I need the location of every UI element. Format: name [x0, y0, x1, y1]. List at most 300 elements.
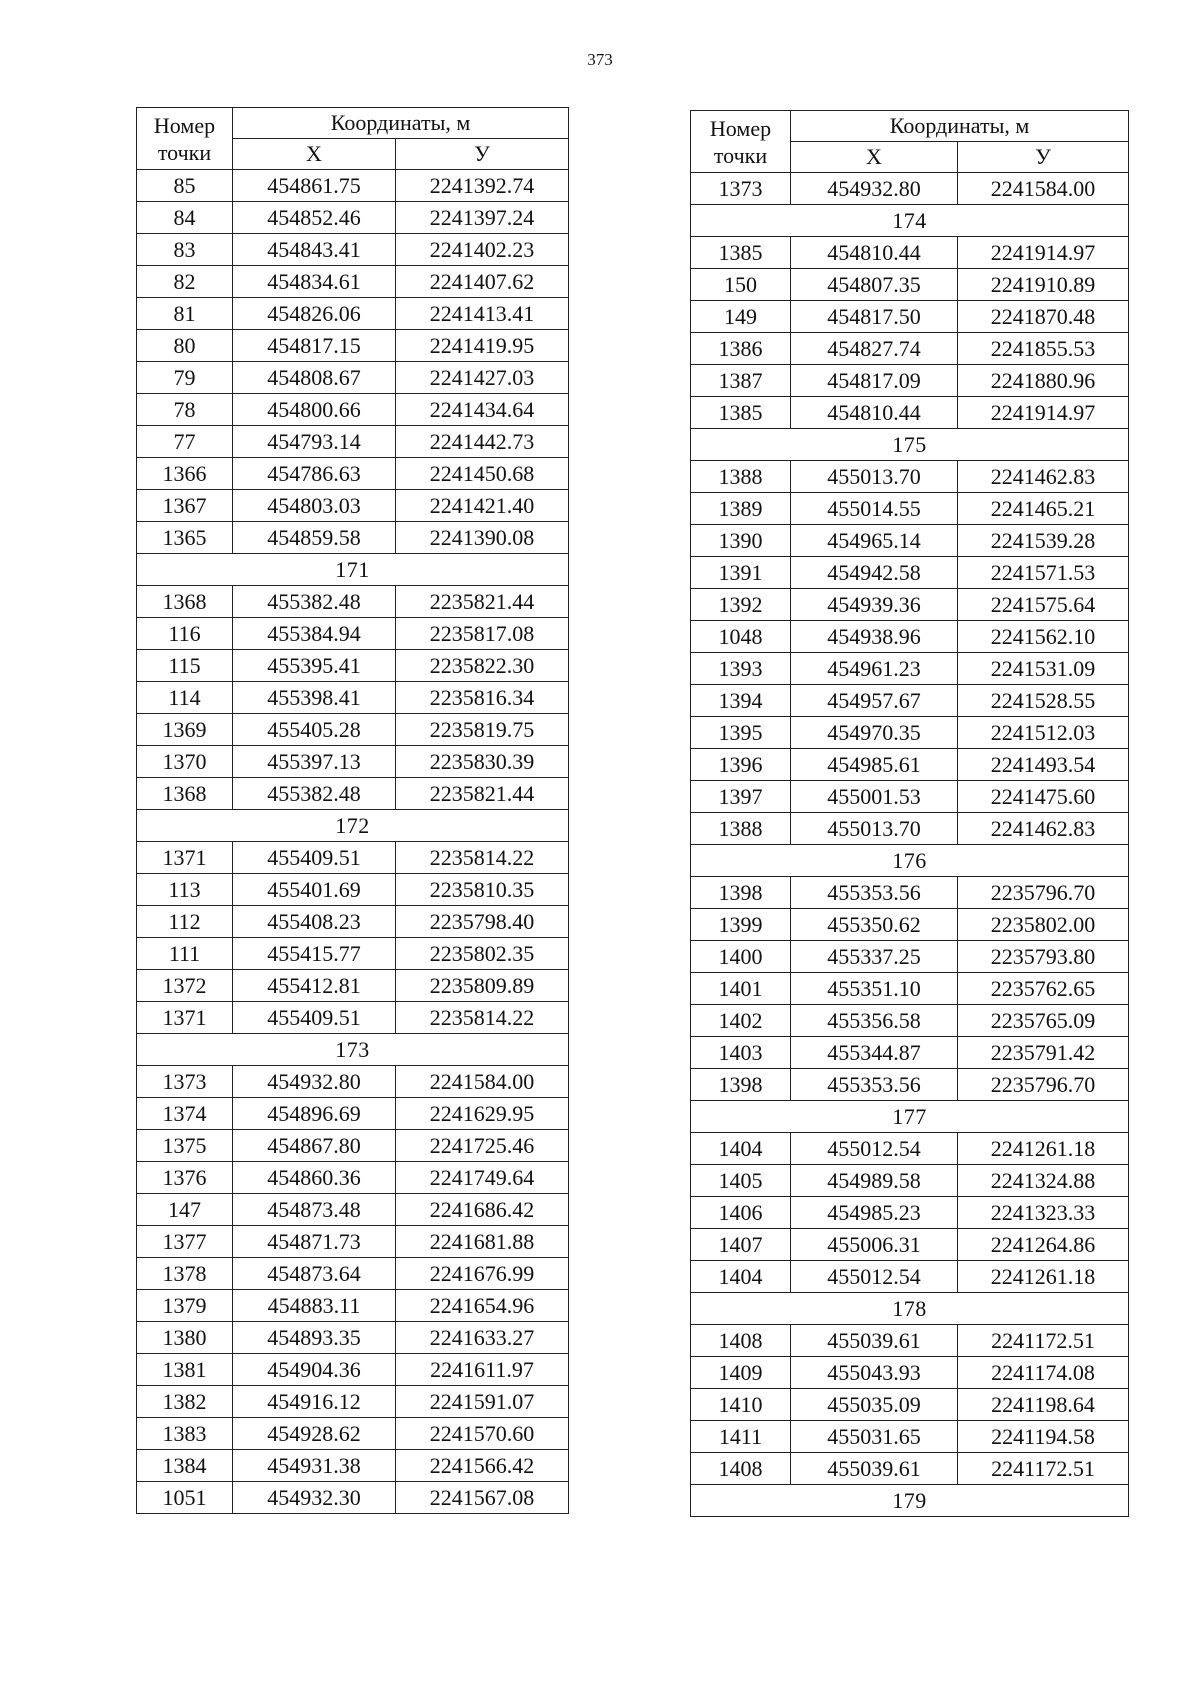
x-coordinate-cell: 454803.03 — [233, 490, 396, 522]
point-number-cell: 1411 — [691, 1421, 791, 1453]
table-row — [691, 813, 1129, 845]
table-row — [137, 1162, 569, 1194]
x-coordinate-cell: 455409.51 — [233, 1002, 396, 1034]
group-number: 179 — [691, 1485, 1129, 1517]
table-row — [137, 618, 569, 650]
y-coordinate-cell: 2241324.88 — [958, 1165, 1129, 1197]
y-coordinate-cell: 2235817.08 — [396, 618, 569, 650]
y-coordinate-cell: 2241174.08 — [958, 1357, 1129, 1389]
table-row — [137, 650, 569, 682]
table-row — [137, 1322, 569, 1354]
table-row — [691, 333, 1129, 365]
point-number-cell: 1385 — [691, 397, 791, 429]
y-coordinate-cell: 2241539.28 — [958, 525, 1129, 557]
y-coordinate-cell: 2235802.35 — [396, 938, 569, 970]
group-row — [691, 1101, 1129, 1133]
x-coordinate-cell: 454961.23 — [791, 653, 958, 685]
y-coordinate-cell: 2241419.95 — [396, 330, 569, 362]
x-coordinate-cell: 454989.58 — [791, 1165, 958, 1197]
group-row — [691, 205, 1129, 237]
point-number-cell: 1373 — [137, 1066, 233, 1098]
x-coordinate-cell: 454932.30 — [233, 1482, 396, 1514]
point-number-cell: 1388 — [691, 461, 791, 493]
group-row — [691, 429, 1129, 461]
y-coordinate-cell: 2235810.35 — [396, 874, 569, 906]
table-row — [137, 970, 569, 1002]
group-number: 176 — [691, 845, 1129, 877]
point-number-header-line2: точки — [713, 142, 768, 168]
y-coordinate-cell: 2241392.74 — [396, 170, 569, 202]
point-number-cell: 1395 — [691, 717, 791, 749]
table-row — [137, 234, 569, 266]
point-number-cell: 1370 — [137, 746, 233, 778]
x-coordinate-cell: 455031.65 — [791, 1421, 958, 1453]
table-row — [137, 1386, 569, 1418]
table-row — [137, 298, 569, 330]
x-coordinate-cell: 455350.62 — [791, 909, 958, 941]
table-row — [137, 266, 569, 298]
x-coordinate-cell: 454965.14 — [791, 525, 958, 557]
point-number-cell: 1390 — [691, 525, 791, 557]
point-number-cell: 1406 — [691, 1197, 791, 1229]
x-coordinate-cell: 455409.51 — [233, 842, 396, 874]
table-row — [691, 749, 1129, 781]
group-row — [691, 845, 1129, 877]
group-number: 175 — [691, 429, 1129, 461]
y-coordinate-cell: 2241629.95 — [396, 1098, 569, 1130]
point-number-cell: 1404 — [691, 1133, 791, 1165]
x-coordinate-cell: 455351.10 — [791, 973, 958, 1005]
y-coordinate-cell: 2235802.00 — [958, 909, 1129, 941]
y-coordinate-cell: 2241567.08 — [396, 1482, 569, 1514]
table-row — [137, 1130, 569, 1162]
x-header: X — [233, 139, 396, 170]
x-coordinate-cell: 454808.67 — [233, 362, 396, 394]
point-number-cell: 149 — [691, 301, 791, 333]
point-number-header-line1: Номер — [709, 115, 772, 141]
y-coordinate-cell: 2241442.73 — [396, 426, 569, 458]
y-coordinate-cell: 2241462.83 — [958, 461, 1129, 493]
point-number-cell: 1394 — [691, 685, 791, 717]
point-number-cell: 1408 — [691, 1453, 791, 1485]
y-coordinate-cell: 2241880.96 — [958, 365, 1129, 397]
table-row — [137, 1450, 569, 1482]
table-row — [691, 717, 1129, 749]
table-row — [691, 1325, 1129, 1357]
x-coordinate-cell: 455039.61 — [791, 1453, 958, 1485]
y-coordinate-cell: 2241172.51 — [958, 1453, 1129, 1485]
y-coordinate-cell: 2241686.42 — [396, 1194, 569, 1226]
table-row — [137, 394, 569, 426]
x-coordinate-cell: 454817.15 — [233, 330, 396, 362]
point-number-cell: 1375 — [137, 1130, 233, 1162]
x-coordinate-cell: 455412.81 — [233, 970, 396, 1002]
x-coordinate-cell: 455382.48 — [233, 586, 396, 618]
table-row — [691, 397, 1129, 429]
point-number-cell: 78 — [137, 394, 233, 426]
y-coordinate-cell: 2235822.30 — [396, 650, 569, 682]
x-coordinate-cell: 454827.74 — [791, 333, 958, 365]
x-coordinate-cell: 454852.46 — [233, 202, 396, 234]
y-coordinate-cell: 2235821.44 — [396, 586, 569, 618]
x-coordinate-cell: 454970.35 — [791, 717, 958, 749]
point-number-cell: 1371 — [137, 1002, 233, 1034]
table-row — [691, 1389, 1129, 1421]
x-coordinate-cell: 454883.11 — [233, 1290, 396, 1322]
table-row — [691, 237, 1129, 269]
table-row — [691, 653, 1129, 685]
point-number-header-line2: точки — [157, 139, 212, 165]
point-number-cell: 1389 — [691, 493, 791, 525]
y-coordinate-cell: 2241390.08 — [396, 522, 569, 554]
x-coordinate-cell: 454843.41 — [233, 234, 396, 266]
y-coordinate-cell: 2241172.51 — [958, 1325, 1129, 1357]
x-coordinate-cell: 454896.69 — [233, 1098, 396, 1130]
table-row — [137, 1002, 569, 1034]
x-coordinate-cell: 455382.48 — [233, 778, 396, 810]
point-number-cell: 1397 — [691, 781, 791, 813]
x-coordinate-cell: 454932.80 — [791, 173, 958, 205]
point-number-cell: 1379 — [137, 1290, 233, 1322]
table-row — [691, 941, 1129, 973]
y-coordinate-cell: 2241676.99 — [396, 1258, 569, 1290]
x-coordinate-cell: 454985.23 — [791, 1197, 958, 1229]
y-coordinate-cell: 2235816.34 — [396, 682, 569, 714]
x-coordinate-cell: 454938.96 — [791, 621, 958, 653]
table-row — [137, 1226, 569, 1258]
point-number-cell: 1407 — [691, 1229, 791, 1261]
table-row — [137, 874, 569, 906]
y-coordinate-cell: 2241571.53 — [958, 557, 1129, 589]
point-number-cell: 1386 — [691, 333, 791, 365]
x-coordinate-cell: 454928.62 — [233, 1418, 396, 1450]
point-number-cell: 79 — [137, 362, 233, 394]
x-coordinate-cell: 454834.61 — [233, 266, 396, 298]
y-coordinate-cell: 2241570.60 — [396, 1418, 569, 1450]
y-coordinate-cell: 2241591.07 — [396, 1386, 569, 1418]
y-coordinate-cell: 2235798.40 — [396, 906, 569, 938]
x-coordinate-cell: 454867.80 — [233, 1130, 396, 1162]
point-number-cell: 1381 — [137, 1354, 233, 1386]
y-coordinate-cell: 2241914.97 — [958, 237, 1129, 269]
table-row — [691, 589, 1129, 621]
point-number-cell: 1051 — [137, 1482, 233, 1514]
y-coordinate-cell: 2241725.46 — [396, 1130, 569, 1162]
point-number-cell: 1396 — [691, 749, 791, 781]
x-coordinate-cell: 454810.44 — [791, 237, 958, 269]
x-coordinate-cell: 455039.61 — [791, 1325, 958, 1357]
table-row — [137, 458, 569, 490]
point-number-cell: 111 — [137, 938, 233, 970]
table-row — [137, 1258, 569, 1290]
group-number: 177 — [691, 1101, 1129, 1133]
table-row — [691, 1165, 1129, 1197]
group-row — [691, 1293, 1129, 1325]
y-coordinate-cell: 2241397.24 — [396, 202, 569, 234]
table-row — [691, 1037, 1129, 1069]
x-coordinate-cell: 454985.61 — [791, 749, 958, 781]
table-row — [137, 362, 569, 394]
x-coordinate-cell: 454931.38 — [233, 1450, 396, 1482]
x-coordinate-cell: 454859.58 — [233, 522, 396, 554]
y-coordinate-cell: 2241450.68 — [396, 458, 569, 490]
table-row — [137, 682, 569, 714]
y-coordinate-cell: 2241749.64 — [396, 1162, 569, 1194]
x-coordinate-cell: 454957.67 — [791, 685, 958, 717]
x-coordinate-cell: 455398.41 — [233, 682, 396, 714]
y-coordinate-cell: 2241198.64 — [958, 1389, 1129, 1421]
y-coordinate-cell: 2241402.23 — [396, 234, 569, 266]
table-row — [137, 1098, 569, 1130]
y-coordinate-cell: 2241654.96 — [396, 1290, 569, 1322]
point-number-cell: 1383 — [137, 1418, 233, 1450]
point-number-cell: 1398 — [691, 877, 791, 909]
point-number-cell: 150 — [691, 269, 791, 301]
x-coordinate-cell: 455001.53 — [791, 781, 958, 813]
x-coordinate-cell: 455014.55 — [791, 493, 958, 525]
x-coordinate-cell: 454861.75 — [233, 170, 396, 202]
table-row — [137, 490, 569, 522]
x-coordinate-cell: 454871.73 — [233, 1226, 396, 1258]
table-row — [137, 1354, 569, 1386]
table-row — [137, 426, 569, 458]
table-row — [137, 586, 569, 618]
table-row — [137, 522, 569, 554]
table-row — [691, 301, 1129, 333]
group-row — [137, 810, 569, 842]
point-number-cell: 1369 — [137, 714, 233, 746]
x-coordinate-cell: 455013.70 — [791, 461, 958, 493]
point-number-cell: 1382 — [137, 1386, 233, 1418]
x-coordinate-cell: 455397.13 — [233, 746, 396, 778]
y-coordinate-cell: 2235796.70 — [958, 1069, 1129, 1101]
group-number: 174 — [691, 205, 1129, 237]
coordinates-header: Координаты, м — [791, 111, 1129, 142]
point-number-cell: 1409 — [691, 1357, 791, 1389]
table-row — [691, 269, 1129, 301]
point-number-cell: 1366 — [137, 458, 233, 490]
table-row — [137, 202, 569, 234]
table-row — [691, 1005, 1129, 1037]
x-header: X — [791, 142, 958, 173]
table-row — [691, 1421, 1129, 1453]
point-number-cell: 1401 — [691, 973, 791, 1005]
table-row — [691, 557, 1129, 589]
table-row — [137, 938, 569, 970]
table-row — [137, 170, 569, 202]
point-number-cell: 1398 — [691, 1069, 791, 1101]
y-coordinate-cell: 2241575.64 — [958, 589, 1129, 621]
table-row — [691, 621, 1129, 653]
x-coordinate-cell: 454939.36 — [791, 589, 958, 621]
x-coordinate-cell: 454826.06 — [233, 298, 396, 330]
table-row — [691, 493, 1129, 525]
header-row — [691, 111, 1129, 142]
y-coordinate-cell: 2241910.89 — [958, 269, 1129, 301]
point-number-cell: 1373 — [691, 173, 791, 205]
group-row — [137, 554, 569, 586]
table-row — [691, 525, 1129, 557]
y-coordinate-cell: 2241512.03 — [958, 717, 1129, 749]
x-coordinate-cell: 454800.66 — [233, 394, 396, 426]
group-number: 172 — [137, 810, 569, 842]
point-number-cell: 1391 — [691, 557, 791, 589]
table-row — [137, 1290, 569, 1322]
y-coordinate-cell: 2241261.18 — [958, 1261, 1129, 1293]
y-coordinate-cell: 2241584.00 — [958, 173, 1129, 205]
point-number-cell: 77 — [137, 426, 233, 458]
x-coordinate-cell: 455415.77 — [233, 938, 396, 970]
group-row — [691, 1485, 1129, 1517]
point-number-cell: 1387 — [691, 365, 791, 397]
point-number-cell: 113 — [137, 874, 233, 906]
x-coordinate-cell: 455012.54 — [791, 1261, 958, 1293]
table-row — [691, 1453, 1129, 1485]
y-coordinate-cell: 2241611.97 — [396, 1354, 569, 1386]
y-coordinate-cell: 2235819.75 — [396, 714, 569, 746]
table-row — [691, 909, 1129, 941]
point-number-cell: 84 — [137, 202, 233, 234]
point-number-cell: 1410 — [691, 1389, 791, 1421]
y-coordinate-cell: 2241633.27 — [396, 1322, 569, 1354]
table-row — [691, 1229, 1129, 1261]
y-coordinate-cell: 2241493.54 — [958, 749, 1129, 781]
y-coordinate-cell: 2241465.21 — [958, 493, 1129, 525]
x-coordinate-cell: 454932.80 — [233, 1066, 396, 1098]
point-number-cell: 114 — [137, 682, 233, 714]
x-coordinate-cell: 454817.50 — [791, 301, 958, 333]
y-coordinate-cell: 2241566.42 — [396, 1450, 569, 1482]
y-coordinate-cell: 2241427.03 — [396, 362, 569, 394]
table-row — [137, 1418, 569, 1450]
table-row — [691, 1133, 1129, 1165]
x-coordinate-cell: 454873.64 — [233, 1258, 396, 1290]
point-number-cell: 147 — [137, 1194, 233, 1226]
point-number-cell: 1374 — [137, 1098, 233, 1130]
point-number-cell: 1378 — [137, 1258, 233, 1290]
x-coordinate-cell: 454786.63 — [233, 458, 396, 490]
x-coordinate-cell: 455013.70 — [791, 813, 958, 845]
point-number-cell: 115 — [137, 650, 233, 682]
y-coordinate-cell: 2241264.86 — [958, 1229, 1129, 1261]
point-number-cell: 1380 — [137, 1322, 233, 1354]
x-coordinate-cell: 455395.41 — [233, 650, 396, 682]
y-coordinate-cell: 2241462.83 — [958, 813, 1129, 845]
y-coordinate-cell: 2241562.10 — [958, 621, 1129, 653]
point-number-cell: 1388 — [691, 813, 791, 845]
point-number-cell: 83 — [137, 234, 233, 266]
x-coordinate-cell: 454916.12 — [233, 1386, 396, 1418]
x-coordinate-cell: 455035.09 — [791, 1389, 958, 1421]
point-number-cell: 1402 — [691, 1005, 791, 1037]
table-row — [691, 365, 1129, 397]
table-row — [691, 1261, 1129, 1293]
point-number-cell: 1385 — [691, 237, 791, 269]
table-row — [137, 1482, 569, 1514]
y-coordinate-cell: 2241434.64 — [396, 394, 569, 426]
x-coordinate-cell: 455401.69 — [233, 874, 396, 906]
y-coordinate-cell: 2235762.65 — [958, 973, 1129, 1005]
x-coordinate-cell: 455344.87 — [791, 1037, 958, 1069]
table-row — [137, 746, 569, 778]
table-row — [691, 1357, 1129, 1389]
y-coordinate-cell: 2241407.62 — [396, 266, 569, 298]
point-number-cell: 1371 — [137, 842, 233, 874]
x-coordinate-cell: 454860.36 — [233, 1162, 396, 1194]
x-coordinate-cell: 454807.35 — [791, 269, 958, 301]
table-row — [691, 461, 1129, 493]
y-coordinate-cell: 2235830.39 — [396, 746, 569, 778]
x-coordinate-cell: 454904.36 — [233, 1354, 396, 1386]
point-number-header — [691, 111, 791, 173]
table-row — [691, 685, 1129, 717]
table-row — [137, 906, 569, 938]
coordinates-table-left — [136, 107, 569, 1514]
x-coordinate-cell: 455356.58 — [791, 1005, 958, 1037]
x-coordinate-cell: 455353.56 — [791, 877, 958, 909]
x-coordinate-cell: 454942.58 — [791, 557, 958, 589]
y-header: У — [958, 142, 1129, 173]
y-coordinate-cell: 2235796.70 — [958, 877, 1129, 909]
x-coordinate-cell: 454873.48 — [233, 1194, 396, 1226]
x-coordinate-cell: 455012.54 — [791, 1133, 958, 1165]
y-header: У — [396, 139, 569, 170]
x-coordinate-cell: 455353.56 — [791, 1069, 958, 1101]
y-coordinate-cell: 2241855.53 — [958, 333, 1129, 365]
y-coordinate-cell: 2241413.41 — [396, 298, 569, 330]
x-coordinate-cell: 455384.94 — [233, 618, 396, 650]
coordinates-header: Координаты, м — [233, 108, 569, 139]
x-coordinate-cell: 455408.23 — [233, 906, 396, 938]
point-number-cell: 1368 — [137, 778, 233, 810]
x-coordinate-cell: 455043.93 — [791, 1357, 958, 1389]
y-coordinate-cell: 2235791.42 — [958, 1037, 1129, 1069]
y-coordinate-cell: 2241475.60 — [958, 781, 1129, 813]
table-row — [691, 1069, 1129, 1101]
point-number-cell: 1404 — [691, 1261, 791, 1293]
header-row — [137, 108, 569, 139]
table-row — [691, 781, 1129, 813]
y-coordinate-cell: 2235809.89 — [396, 970, 569, 1002]
point-number-cell: 1403 — [691, 1037, 791, 1069]
group-number: 171 — [137, 554, 569, 586]
y-coordinate-cell: 2235821.44 — [396, 778, 569, 810]
point-number-cell: 1365 — [137, 522, 233, 554]
y-coordinate-cell: 2241323.33 — [958, 1197, 1129, 1229]
y-coordinate-cell: 2241261.18 — [958, 1133, 1129, 1165]
point-number-cell: 1384 — [137, 1450, 233, 1482]
coordinates-table-right — [690, 110, 1129, 1517]
table-row — [137, 778, 569, 810]
x-coordinate-cell: 455006.31 — [791, 1229, 958, 1261]
point-number-cell: 1048 — [691, 621, 791, 653]
page-number: 373 — [587, 50, 613, 69]
y-coordinate-cell: 2241870.48 — [958, 301, 1129, 333]
point-number-cell: 80 — [137, 330, 233, 362]
point-number-header — [137, 108, 233, 170]
point-number-cell: 112 — [137, 906, 233, 938]
point-number-cell: 116 — [137, 618, 233, 650]
y-coordinate-cell: 2241914.97 — [958, 397, 1129, 429]
x-coordinate-cell: 454817.09 — [791, 365, 958, 397]
y-coordinate-cell: 2241194.58 — [958, 1421, 1129, 1453]
point-number-cell: 1399 — [691, 909, 791, 941]
y-coordinate-cell: 2241528.55 — [958, 685, 1129, 717]
table-row — [137, 714, 569, 746]
table-row — [691, 1197, 1129, 1229]
point-number-cell: 1405 — [691, 1165, 791, 1197]
x-coordinate-cell: 455405.28 — [233, 714, 396, 746]
